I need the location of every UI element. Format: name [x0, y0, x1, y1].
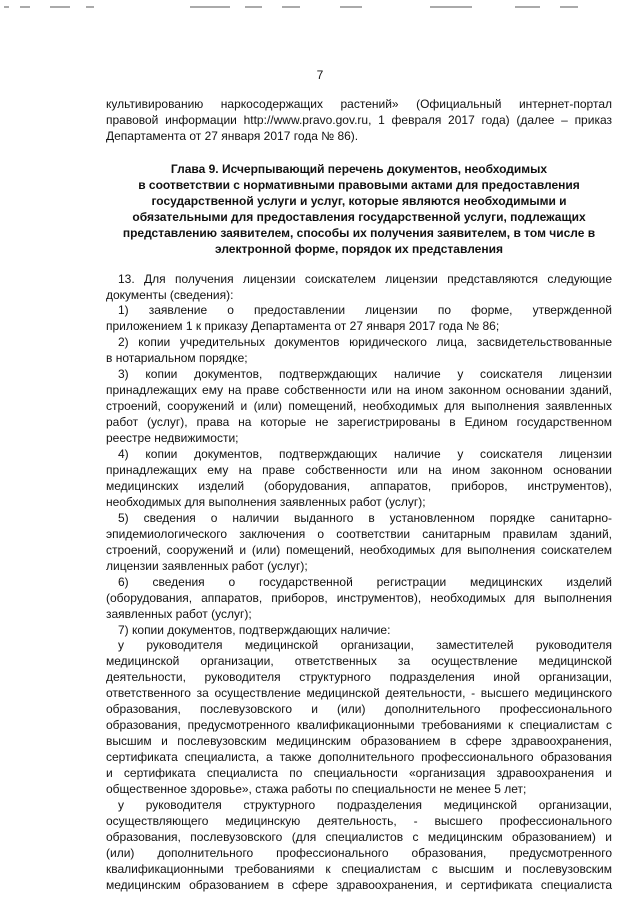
- body-text-line: (оборудования, аппаратов, приборов, инструментов), необходимых для выполнения: [106, 590, 612, 605]
- body-text-line: 7) копии документов, подтверждающих наличие:: [118, 622, 391, 637]
- body-text-line: медицинским образованием в сфере здравоохранения, и сертификата специалиста: [106, 877, 612, 892]
- body-text-line: образования, послевузовского и (или) дополнительного профессионального: [106, 702, 612, 717]
- body-text-line: высшим и послевузовским медицинским образованием в сфере здравоохранения,: [106, 734, 612, 749]
- body-text-line: 13. Для получения лицензии соискателем лицензии представляются следующие: [118, 271, 612, 286]
- body-text-line: необходимых для выполнения заявленных работ (услуг);: [106, 494, 426, 509]
- body-text-line: ответственного за осуществление медицинской деятельности, - высшего медицинского: [106, 686, 612, 701]
- body-text-line: Департамента от 27 января 2017 года № 86).: [106, 128, 359, 143]
- chapter-heading-line: государственной услуги и услуг, которые являются необходимыми и: [151, 193, 567, 208]
- body-text-line: 2) копии учредительных документов юридического лица, засвидетельствованные: [118, 335, 612, 350]
- chapter-heading-line: электронной форме, порядок их представления: [215, 241, 503, 256]
- body-text-line: 6) сведения о государственной регистрации медицинских изделий: [118, 574, 612, 589]
- body-text-line: принадлежащих ему на праве собственности или на ином законном основании зданий,: [106, 383, 612, 398]
- body-text-line: общественное здоровье», стажа работы по специальности не менее 5 лет;: [106, 782, 527, 796]
- chapter-heading-line: Глава 9. Исчерпывающий перечень документов, необходимых: [170, 161, 548, 176]
- body-text-line: эпидемиологического заключения о соответствии санитарным правилам зданий,: [106, 526, 612, 541]
- body-text-line: у руководителя структурного подразделения медицинской организации,: [118, 797, 612, 812]
- chapter-heading-line: представлению заявителем, способы их получения заявителем, в том числе в: [122, 225, 596, 240]
- body-text-line: реестре недвижимости;: [106, 431, 239, 445]
- chapter-heading-line: в соответствии с нормативными правовыми актами для предоставления: [138, 177, 580, 192]
- body-text-line: квалификационными требованиями к специалистам с высшим и послевузовским: [106, 861, 612, 876]
- body-text-line: у руководителя медицинской организации, заместителей руководителя: [118, 638, 612, 653]
- body-text-line: документы (сведения):: [106, 287, 234, 302]
- body-text-line: осуществляющего медицинскую деятельность, - высшего профессионального: [106, 813, 612, 828]
- chapter-heading-line: обязательными для предоставления государственной услуги, подлежащих: [132, 209, 586, 224]
- body-text-line: принадлежащих ему на праве собственности или на ином законном основании: [106, 462, 612, 477]
- page-number: 7: [316, 68, 324, 82]
- body-text-line: 5) сведения о наличии выданного в установленном порядке санитарно-: [118, 510, 612, 525]
- body-text-line: культивированию наркосодержащих растений» (Официальный интернет-портал: [106, 97, 612, 111]
- body-text-line: 1) заявление о предоставлении лицензии по форме, утвержденной: [118, 303, 612, 318]
- body-text-line: образования, послевузовского (для специалистов с медицинским образованием) и: [106, 829, 612, 844]
- body-text-line: деятельности, руководителя структурного подразделения иной организации,: [106, 670, 612, 685]
- body-text-line: лицензии заявленных работ (услуг);: [106, 558, 308, 573]
- body-text-line: медицинских изделий (оборудования, аппаратов, приборов, инструментов),: [106, 478, 612, 493]
- body-text-line: строений, сооружений и (или) помещений, необходимых для выполнения заявленных: [106, 399, 612, 414]
- body-text-line: заявленных работ (услуг);: [106, 606, 252, 621]
- body-text-line: и сертификата специалиста по специальности «организация здравоохранения и: [106, 766, 612, 780]
- body-text-line: 4) копии документов, подтверждающих наличие у соискателя лицензии: [118, 447, 612, 461]
- body-text-line: в нотариальном порядке;: [106, 351, 248, 366]
- body-text-line: образования, предусмотренного квалификационными требованиями к специалистам с: [106, 718, 612, 733]
- body-text-line: строений, сооружений и (или) помещений, необходимых для выполнения соискателем: [106, 542, 612, 557]
- scan-artifact-marks: [0, 4, 640, 10]
- body-text-line: работ (услуг), права на которые не зарегистрированы в Едином государственном: [106, 415, 612, 430]
- body-text-line: медицинской организации, ответственных за осуществление медицинской: [106, 654, 612, 669]
- body-text-line: приложением 1 к приказу Департамента от 27 января 2017 года № 86;: [106, 319, 500, 334]
- body-text-line: правовой информации http://www.pravo.gov.ru, 1 февраля 2017 года) (далее – приказ: [106, 113, 612, 127]
- body-text-line: сертификата специалиста, а также дополнительного профессионального образования: [106, 750, 612, 765]
- body-text-line: (или) дополнительного профессионального образования, предусмотренного: [106, 845, 612, 860]
- body-text-line: 3) копии документов, подтверждающих наличие у соискателя лицензии: [118, 367, 612, 382]
